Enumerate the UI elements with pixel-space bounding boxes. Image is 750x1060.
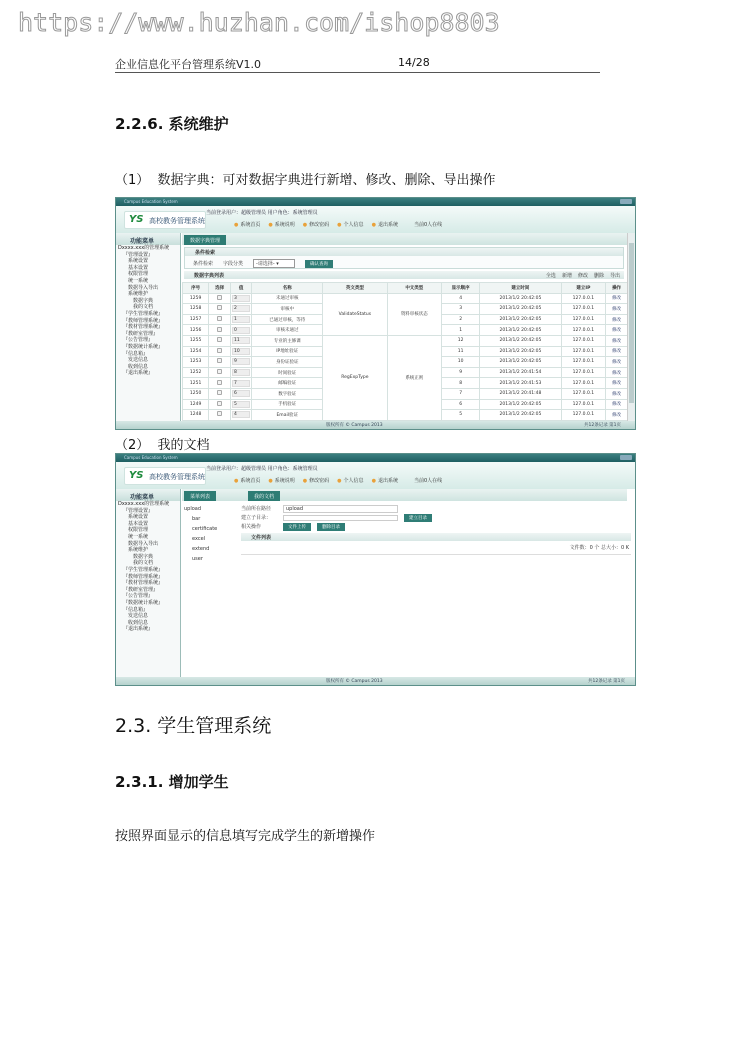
menu-item[interactable]: Dxxxx.xxx的管理系统 [118,501,170,507]
cell-value[interactable] [231,388,252,399]
cell-order: 11 [442,346,480,357]
ops-label: 相关操作 [241,524,262,530]
file-stats: 文件数：0 个 总大小：0 K [241,541,631,555]
cell-time: 2013/1/2 20:42:05 [480,346,561,357]
menu-item[interactable]: 发送信息 [128,357,149,364]
action-3[interactable]: 删除 [593,273,604,279]
cell-id: 1249 [183,399,209,410]
online-count: 当前0人在线 [414,222,443,228]
edit-link[interactable]: 修改 [606,367,628,378]
category-select[interactable]: -请选择- ▾ [253,259,295,268]
checkbox[interactable] [217,305,222,310]
cell-id: 1254 [183,346,209,357]
menu-item[interactable]: 『学生管理系统』 [123,310,164,317]
item-text: 我的文档 [157,438,210,453]
footer-copyright: 版权所有 © Campus 2013 [326,679,383,684]
menu-item[interactable]: 我的文档 [133,304,154,311]
menu-item[interactable]: 收到信息 [128,363,149,370]
section-heading-2-2-6: 2.2.6. 系统维护 [115,115,229,133]
cell-ip: 127.0.0.1 [561,399,605,410]
upload-button[interactable]: 文件上传 [283,523,311,531]
cell-time: 2013/1/2 20:42:05 [480,325,561,336]
item-1 [115,169,496,188]
tab-data-dictionary[interactable]: 数据字典管理 [184,235,226,245]
cell-name: 时间验证 [252,367,323,378]
checkbox[interactable] [217,358,222,363]
checkbox[interactable] [217,369,222,374]
path-field[interactable]: upload [283,505,398,513]
toolbar-item[interactable]: ● 个人信息 [337,221,363,228]
value-input[interactable]: 7 [232,380,250,387]
menu-item[interactable]: 数据导入导出 [128,540,159,547]
cell-select[interactable] [209,388,231,399]
cell-name: 数字验证 [252,388,323,399]
cell-value[interactable] [231,314,252,325]
action-0[interactable]: 全选 [545,273,556,279]
cell-ip: 127.0.0.1 [561,314,605,325]
cell-ip: 127.0.0.1 [561,410,605,421]
menu-item[interactable]: 收到信息 [128,619,149,626]
menu-item[interactable]: 『学生管理系统』 [123,566,164,573]
menu-item[interactable]: 基本设置 [128,264,149,271]
column-header: 显示顺序 [442,283,480,294]
menu-tree [116,245,180,377]
cell-time: 2013/1/2 20:42:05 [480,357,561,368]
folder-item[interactable]: certificate [192,526,218,532]
action-1[interactable]: 新增 [561,273,572,279]
edit-link[interactable]: 修改 [606,335,628,346]
toolbar-item[interactable]: ● 修改密码 [303,477,329,484]
search-label: 条件检索 [193,261,214,267]
cell-order: 1 [442,325,480,336]
value-input[interactable]: 11 [232,337,250,344]
cell-ip: 127.0.0.1 [561,346,605,357]
cell-value[interactable] [231,357,252,368]
toolbar-item[interactable]: ● 退出系统 [372,477,398,484]
column-header: 建立IP [561,283,605,294]
menu-item[interactable]: 『教材管理系统』 [123,580,164,587]
menu-item[interactable]: 统一系统 [128,277,149,284]
cell-select[interactable] [209,335,231,346]
cell-select[interactable] [209,325,231,336]
cell-id: 1253 [183,357,209,368]
menu-item[interactable]: 『信息箱』 [123,350,149,357]
menu-item[interactable]: 数据字典 [133,553,154,560]
column-header: 操作 [606,283,628,294]
folder-item[interactable]: upload [184,506,202,512]
search-button[interactable]: 确认查询 [305,260,333,268]
menu-item[interactable]: 『管理设置』 [123,251,154,258]
menu-item[interactable]: 发送信息 [128,613,149,620]
cell-value[interactable] [231,293,252,304]
toolbar-item[interactable]: ● 修改密码 [303,221,329,228]
column-header: 值 [231,283,252,294]
cell-time: 2013/1/2 20:41:54 [480,367,561,378]
cell-ip: 127.0.0.1 [561,378,605,389]
cell-name: 审核未通过 [252,325,323,336]
toolbar [234,477,398,484]
cell-select[interactable] [209,304,231,315]
menu-item[interactable]: 基本设置 [128,520,149,527]
value-input[interactable]: 1 [232,316,250,323]
menu-item[interactable]: 『公告管理』 [123,337,154,344]
cell-cn-type: 资料审核状态 [387,293,441,335]
menu-item[interactable]: 『退出系统』 [123,626,154,633]
scrollbar[interactable] [627,233,635,421]
menu-item[interactable]: 权限管理 [128,271,149,278]
watermark: https://www.huzhan.com/ishop8803 [18,8,500,37]
cell-id: 1255 [183,335,209,346]
window-titlebar [116,454,635,462]
list-title: 数据字典列表 [194,273,225,279]
cell-time: 2013/1/2 20:42:05 [480,335,561,346]
cell-name: IP地址验证 [252,346,323,357]
cell-value[interactable] [231,346,252,357]
cell-order: 10 [442,357,480,368]
edit-link[interactable]: 修改 [606,346,628,357]
cell-time: 2013/1/2 20:42:05 [480,410,561,421]
menu-item[interactable]: Dxxxx.xxx的管理系统 [118,245,170,251]
menu-item[interactable]: 权限管理 [128,527,149,534]
user-info: 当前登录用户：超级管理员 用户角色：系统管理员 [206,210,318,216]
app-header [116,462,635,489]
column-header: 建立时间 [480,283,561,294]
cell-select[interactable] [209,410,231,421]
edit-link[interactable]: 修改 [606,314,628,325]
menu-item[interactable]: 『公告管理』 [123,593,154,600]
screenshot-data-dictionary [115,197,636,430]
menu-item[interactable]: 『教材管理系统』 [123,324,164,331]
edit-link[interactable]: 修改 [606,410,628,421]
cell-id: 1250 [183,388,209,399]
cell-select[interactable] [209,314,231,325]
action-4[interactable]: 导出 [609,273,620,279]
value-input[interactable]: 4 [232,411,250,418]
menu-item[interactable]: 『退出系统』 [123,370,154,377]
edit-link[interactable]: 修改 [606,399,628,410]
menu-item[interactable]: 系统维护 [128,547,149,554]
menu-item[interactable]: 系统维护 [128,291,149,298]
edit-link[interactable]: 修改 [606,325,628,336]
cell-value[interactable] [231,335,252,346]
menu-item[interactable]: 『教师管理系统』 [123,573,164,580]
cell-time: 2013/1/2 20:41:48 [480,388,561,399]
search-title: 条件检索 [185,248,623,256]
dictionary-table [182,282,628,421]
menu-item[interactable]: 『信息箱』 [123,606,149,613]
table-row [183,293,628,304]
value-input[interactable]: 10 [232,348,250,355]
toolbar-item[interactable]: ● 系统首页 [234,477,260,484]
list-header [184,271,624,281]
search-panel [184,247,624,269]
checkbox[interactable] [217,316,222,321]
cell-name: Email验证 [252,410,323,421]
folder-item[interactable]: bar [192,516,201,522]
edit-link[interactable]: 修改 [606,388,628,399]
cell-ip: 127.0.0.1 [561,293,605,304]
cell-select[interactable] [209,357,231,368]
cell-order: 12 [442,335,480,346]
cell-name: 审核中 [252,304,323,315]
menu-item[interactable]: 『教师管理系统』 [123,317,164,324]
paragraph: 按照界面显示的信息填写完成学生的新增操作 [115,829,376,844]
edit-link[interactable]: 修改 [606,304,628,315]
checkbox[interactable] [217,337,222,342]
value-input[interactable]: 5 [232,401,250,408]
sidebar [116,233,181,421]
cell-id: 1258 [183,304,209,315]
cell-order: 3 [442,304,480,315]
menu-item[interactable]: 『教研室管理』 [123,586,159,593]
menu-item[interactable]: 统一系统 [128,533,149,540]
checkbox[interactable] [217,390,222,395]
cell-time: 2013/1/2 20:42:05 [480,304,561,315]
action-2[interactable]: 修改 [577,273,588,279]
header-divider [115,72,600,73]
cell-id: 1257 [183,314,209,325]
cell-name: 专业的主修课 [252,335,323,346]
cell-select[interactable] [209,399,231,410]
item-number: （2） [115,438,150,453]
document-form [241,504,631,555]
cell-ip: 127.0.0.1 [561,325,605,336]
column-header: 名称 [252,283,323,294]
cell-id: 1251 [183,378,209,389]
cell-id: 1256 [183,325,209,336]
cell-ip: 127.0.0.1 [561,357,605,368]
category-label: 字段分类 [223,261,244,267]
item-number: （1） [115,173,150,188]
cell-id: 1259 [183,293,209,304]
cell-time: 2013/1/2 20:42:05 [480,314,561,325]
delete-folder-button[interactable]: 删除目录 [317,523,345,531]
screenshot-my-documents [115,453,636,686]
toolbar-item[interactable]: ● 系统说明 [268,221,294,228]
menu-item[interactable]: 『管理设置』 [123,507,154,514]
column-header: 选择 [209,283,231,294]
folder-item[interactable]: extend [192,546,210,552]
cell-order: 4 [442,293,480,304]
cell-order: 9 [442,367,480,378]
cell-select[interactable] [209,378,231,389]
cell-time: 2013/1/2 20:42:05 [480,399,561,410]
cell-value[interactable] [231,325,252,336]
cell-name: 已通过审核，等待 [252,314,323,325]
cell-select[interactable] [209,293,231,304]
doc-header-title: 企业信息化平台管理系统V1.0 [115,58,262,71]
tab-my-documents[interactable]: 我的文档 [248,491,280,501]
page-number: 14/28 [398,56,430,69]
value-input[interactable]: 2 [232,305,250,312]
cell-value[interactable] [231,399,252,410]
checkbox[interactable] [217,348,222,353]
cell-order: 6 [442,399,480,410]
create-folder-button[interactable]: 建立目录 [404,514,432,522]
cell-order: 8 [442,378,480,389]
window-title: Campus Education System [124,455,178,460]
value-input[interactable]: 3 [232,295,250,302]
checkbox[interactable] [217,411,222,416]
cell-value[interactable] [231,378,252,389]
cell-name: 未通过审核 [252,293,323,304]
cell-en-type: ValidateStatus [323,293,387,335]
cell-time: 2013/1/2 20:42:05 [480,293,561,304]
menu-tree [116,501,180,633]
status-bar [116,677,635,685]
menu-title: 功能菜单 [116,489,180,501]
toolbar [234,221,398,228]
cell-name: 手机验证 [252,399,323,410]
cell-en-type: RegExpType [323,335,387,420]
value-input[interactable]: 6 [232,390,250,397]
cell-value[interactable] [231,367,252,378]
item-2 [115,434,210,453]
window-controls[interactable] [620,199,632,204]
value-input[interactable]: 8 [232,369,250,376]
value-input[interactable]: 9 [232,358,250,365]
tab-bar [182,489,627,501]
cell-order: 7 [442,388,480,399]
section-heading-2-3: 2.3. 学生管理系统 [115,715,272,737]
file-list-title: 文件列表 [241,533,631,541]
cell-cn-type: 系统正则 [387,335,441,420]
menu-item[interactable]: 数据字典 [133,297,154,304]
edit-link[interactable]: 修改 [606,293,628,304]
edit-link[interactable]: 修改 [606,378,628,389]
online-count: 当前0人在线 [414,478,443,484]
checkbox[interactable] [217,401,222,406]
column-header: 英文类型 [323,283,387,294]
menu-item[interactable]: 『数据统计系统』 [123,343,164,350]
cell-ip: 127.0.0.1 [561,367,605,378]
tab-bar [182,233,627,245]
pagination[interactable]: 共12条记录 第1页 [587,679,625,684]
section-heading-2-3-1: 2.3.1. 增加学生 [115,773,229,791]
window-titlebar [116,198,635,206]
column-header: 序号 [183,283,209,294]
item-text: 数据字典：可对数据字典进行新增、修改、删除、导出操作 [157,173,496,188]
menu-title: 功能菜单 [116,233,180,245]
column-header: 中文类型 [387,283,441,294]
window-controls[interactable] [620,455,632,460]
logo: YS 高校教务管理系统 [124,211,206,229]
cell-select[interactable] [209,346,231,357]
folder-item[interactable]: excel [192,536,206,542]
table-row [183,335,628,346]
cell-select[interactable] [209,367,231,378]
toolbar-item[interactable]: ● 个人信息 [337,477,363,484]
folder-tree [184,504,239,564]
cell-id: 1248 [183,410,209,421]
tab-menu-list[interactable]: 菜单列表 [184,491,216,501]
pagination[interactable]: 共12条记录 第1页 [583,423,621,428]
menu-item[interactable]: 系统设置 [128,258,149,265]
new-folder-label: 建立子目录： [241,515,272,521]
cell-time: 2013/1/2 20:41:53 [480,378,561,389]
menu-item[interactable]: 『教研室管理』 [123,330,159,337]
folder-item[interactable]: user [192,556,203,562]
cell-id: 1252 [183,367,209,378]
menu-item[interactable]: 数据导入导出 [128,284,159,291]
cell-value[interactable] [231,410,252,421]
cell-order: 5 [442,410,480,421]
toolbar-item[interactable]: ● 系统说明 [268,477,294,484]
app-header [116,206,635,233]
logo: YS 高校教务管理系统 [124,467,206,485]
window-title: Campus Education System [124,199,178,204]
menu-item[interactable]: 『数据统计系统』 [123,599,164,606]
toolbar-item[interactable]: ● 系统首页 [234,221,260,228]
cell-ip: 127.0.0.1 [561,304,605,315]
footer-copyright: 版权所有 © Campus 2013 [326,423,383,428]
new-folder-input[interactable] [283,515,398,521]
toolbar-item[interactable]: ● 退出系统 [372,221,398,228]
cell-value[interactable] [231,304,252,315]
status-bar [116,421,635,429]
sidebar [116,489,181,677]
value-input[interactable]: 0 [232,327,250,334]
cell-name: 身份证验证 [252,357,323,368]
checkbox[interactable] [217,327,222,332]
checkbox[interactable] [217,295,222,300]
checkbox[interactable] [217,380,222,385]
cell-ip: 127.0.0.1 [561,388,605,399]
menu-item[interactable]: 我的文档 [133,560,154,567]
path-label: 当前所在路径 [241,506,272,512]
cell-name: 邮编验证 [252,378,323,389]
menu-item[interactable]: 系统设置 [128,514,149,521]
user-info: 当前登录用户：超级管理员 用户角色：系统管理员 [206,466,318,472]
cell-order: 2 [442,314,480,325]
cell-ip: 127.0.0.1 [561,335,605,346]
edit-link[interactable]: 修改 [606,357,628,368]
